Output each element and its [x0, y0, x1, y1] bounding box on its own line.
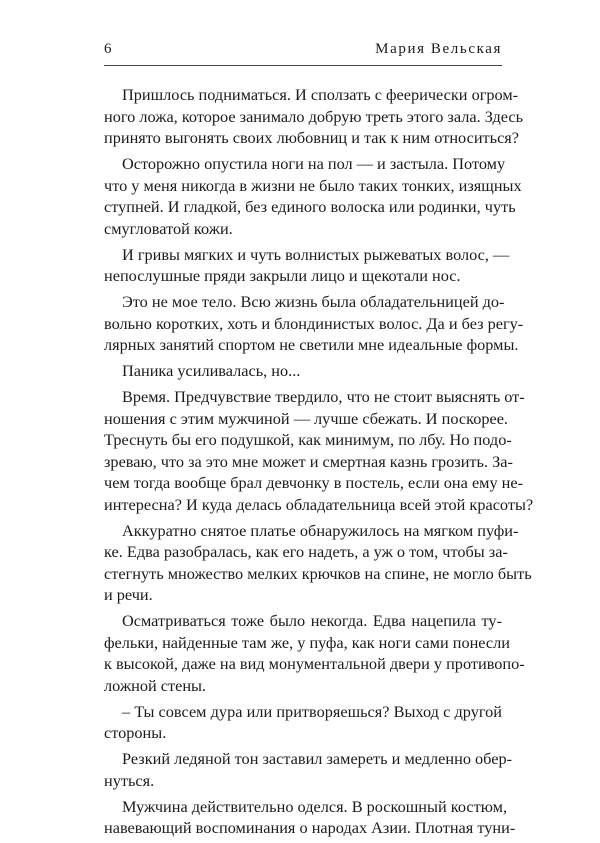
paragraph — [104, 610, 525, 696]
page-number: 6 — [104, 41, 112, 57]
text-line: чем тогда вообще брал девчонку в постель, если она ему не- — [104, 473, 524, 492]
text-line: смугловатой кожи. — [104, 218, 233, 238]
text-line: стороны. — [104, 723, 167, 742]
text-line: Паника усиливалась, но... — [122, 361, 301, 380]
body-text — [104, 84, 534, 843]
text-line: Это не мое тело. Всю жизнь была обладательницей до- — [122, 292, 505, 311]
text-line: интересна? И куда делась обладательница всей этой красоты? — [104, 494, 534, 514]
text-line: стегнуть множество мелких крючков на спине, не могло быть — [104, 563, 532, 583]
text-line: Пришлось подниматься. И сползать с феерически огром- — [122, 85, 519, 104]
text-line: и речи. — [104, 585, 153, 604]
text-line: нуться. — [104, 770, 155, 790]
text-line: ного ложа, которое занимало добрую треть этого зала. Здесь — [104, 106, 524, 126]
paragraph — [104, 748, 513, 791]
text-line: Осматриваться тоже было некогда. Едва нацепила ту- — [122, 611, 502, 630]
text-line: – Ты совсем дура или притворяешься? Выход с другой — [122, 701, 502, 721]
text-line: Осторожно опустила ноги на пол — и застыла. Потому — [122, 154, 506, 173]
paragraph — [104, 244, 510, 287]
paragraph — [104, 153, 522, 239]
page-header — [104, 41, 502, 63]
paragraph — [104, 386, 534, 515]
running-title-author: Мария Вельская — [375, 41, 502, 57]
text-line: лярных занятий спортом не светили мне идеальные формы. — [104, 335, 519, 354]
text-line: непослушные пряди закрыли лицо и щекотали нос. — [104, 266, 461, 285]
text-line: навевающий воспоминания о народах Азии. Плотная туни- — [104, 818, 516, 837]
text-line: фельки, найденные там же, у пуфа, как ноги сами понесли — [104, 632, 510, 652]
text-line: ступней. И гладкой, без единого волоска или родинки, чуть — [104, 197, 516, 216]
paragraph — [104, 520, 532, 606]
paragraph — [104, 701, 502, 744]
text-line: Время. Предчувствие твердило, что не стоит выяснять от- — [122, 387, 525, 406]
text-line: ношения с этим мужчиной — лучше сбежать. И поскорее. — [104, 408, 508, 428]
header-rule — [104, 65, 502, 66]
paragraph — [104, 84, 524, 149]
text-line: зреваю, что за это мне может и смертная казнь грозить. За- — [104, 451, 513, 471]
paragraph — [104, 291, 524, 356]
text-line: вольно коротких, хоть и блондинистых волос. Да и без регу- — [104, 313, 524, 333]
text-line: И гривы мягких и чуть волнистых рыжеватых волос, — — [122, 244, 510, 264]
text-line: Мужчина действительно оделся. В роскошный костюм, — [122, 796, 508, 816]
text-line: принято выгонять своих любовниц и так к ним относиться? — [104, 128, 520, 147]
paragraph — [104, 796, 516, 839]
text-line: ложной стены. — [104, 675, 207, 695]
text-line: что у меня никогда в жизни не было таких тонких, изящных — [104, 175, 522, 195]
text-line: к высокой, даже на вид монументальной двери у противопо- — [104, 654, 525, 673]
text-line: Аккуратно снятое платье обнаружилось на мягком пуфи- — [122, 520, 519, 540]
text-line: Резкий ледяной тон заставил замереть и медленно обер- — [122, 749, 513, 768]
text-line: Треснуть бы его подушкой, как минимум, по лбу. Но подо- — [104, 430, 512, 449]
text-line: ке. Едва разобралась, как его надеть, а уж о том, чтобы за- — [104, 542, 508, 561]
paragraph — [104, 360, 502, 382]
